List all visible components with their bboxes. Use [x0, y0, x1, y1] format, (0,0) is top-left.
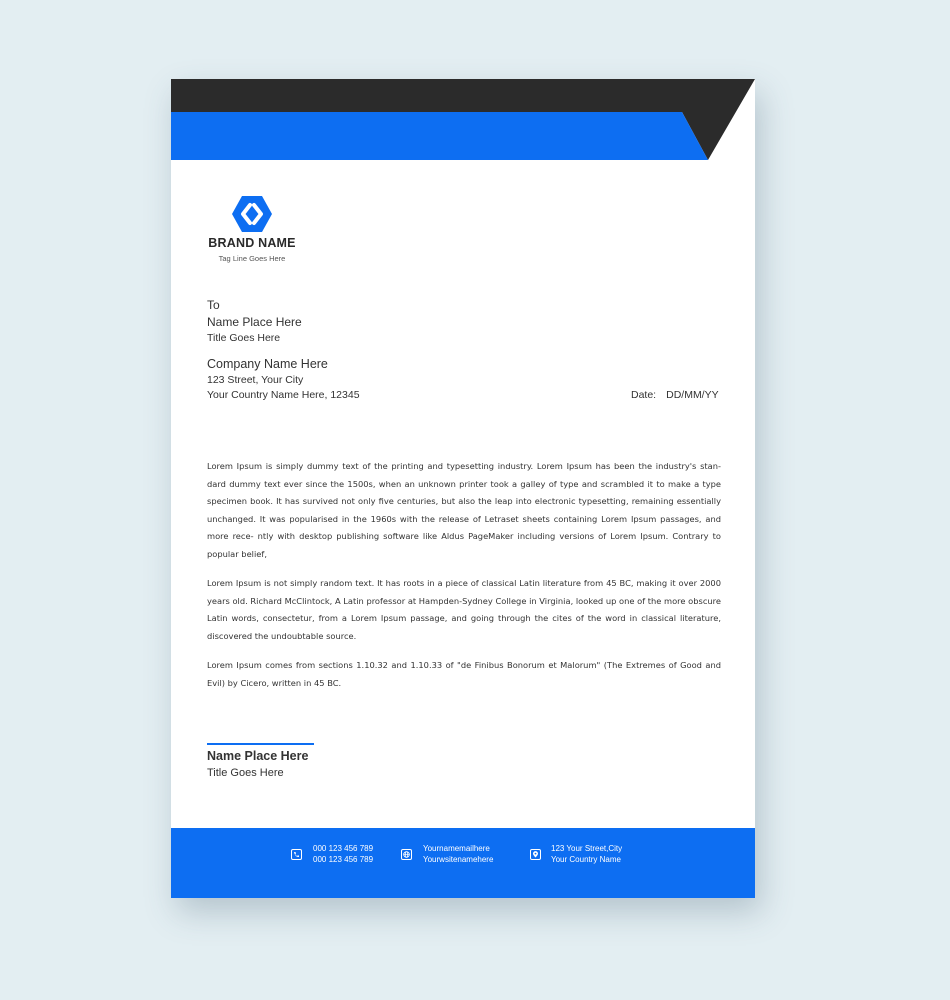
date-value: DD/MM/YY	[666, 389, 719, 401]
recipient-country: Your Country Name Here, 12345	[207, 389, 360, 401]
date-label: Date:	[631, 389, 657, 401]
footer-email: Yournamemailhere	[423, 844, 490, 853]
footer-address-2: Your Country Name	[551, 855, 621, 864]
recipient-company: Company Name Here	[207, 357, 328, 371]
body-paragraph: Lorem Ipsum comes from sections 1.10.32 and 1.10.33 of "de Finibus Bonorum et Malorum" (The Extremes of Good and Evil) by Cicero, written in 45 BC.	[207, 660, 721, 688]
recipient-to-label: To	[207, 298, 220, 312]
brand-name: BRAND NAME	[208, 236, 296, 250]
footer-phone-1: 000 123 456 789	[313, 844, 374, 853]
footer-band	[171, 828, 755, 898]
location-pin-icon	[530, 849, 541, 860]
hexagon-chevron-logo-icon	[231, 195, 273, 233]
body-paragraph: Lorem Ipsum is simply dummy text of the printing and typesetting industry. Lorem Ipsum has been the industry's stan- dard dummy text ever since the 1500s, when an unknown printer took a galley of type and scrambled it to make a type specimen book. It has survived not only five centuries, but also the leap into electronic typesetting, remaining essentially unchanged. It was popularised in the 1960s with the release of Letraset sheets containing Lorem Ipsum passages, and more rece- ntly with desktop publishing software like Aldus PageMaker including versions of Lorem Ipsum. Contrary to popular belief,	[207, 461, 721, 559]
date-field	[631, 389, 719, 401]
footer-website: Yourwsitenamehere	[423, 855, 494, 864]
brand-tagline: Tag Line Goes Here	[218, 254, 286, 263]
letter-body	[207, 458, 721, 704]
header-blue-band	[171, 112, 708, 160]
recipient-title: Title Goes Here	[207, 332, 281, 344]
letterhead-page	[171, 79, 755, 898]
globe-icon	[401, 849, 412, 860]
recipient-name: Name Place Here	[207, 315, 302, 329]
signature-title: Title Goes Here	[207, 767, 284, 779]
footer-address-1: 123 Your Street,City	[551, 844, 623, 853]
recipient-street: 123 Street, Your City	[207, 374, 304, 386]
footer-phone-2: 000 123 456 789	[313, 855, 374, 864]
signature-name: Name Place Here	[207, 749, 309, 763]
header-band	[171, 79, 755, 169]
phone-icon	[291, 849, 302, 860]
body-paragraph: Lorem Ipsum is not simply random text. It has roots in a piece of classical Latin literature from 45 BC, making it over 2000 years old. Richard McClintock, A Latin professor at Hampden-Sydney College in Virginia, looked up one of the more obscure Latin words, consectetur, from a Lorem Ipsum passage, and going through the cites of the word in classical literature, discovered the undoubtable source.	[207, 578, 721, 641]
signature-line	[207, 743, 314, 745]
